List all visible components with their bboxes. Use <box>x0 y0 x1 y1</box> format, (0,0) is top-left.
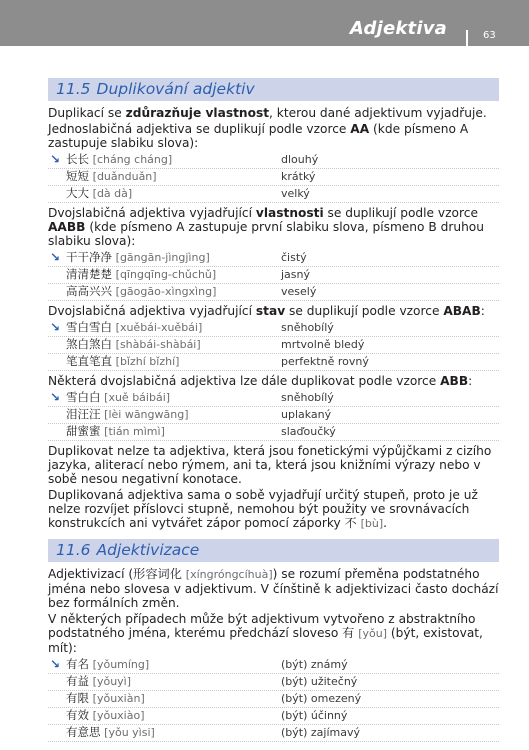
text-span: : <box>480 304 485 318</box>
meaning: (být) známý <box>281 658 348 671</box>
pattern-bold: AA <box>350 122 370 136</box>
text-span: Dvojslabičná adjektiva vyjadřující <box>48 206 256 220</box>
vocab-row <box>48 267 499 284</box>
hanzi: 煞白煞白 <box>66 337 112 351</box>
vocab-row <box>48 691 499 708</box>
meaning: uplakaný <box>281 408 332 421</box>
section-title: Adjektivizace <box>96 541 200 559</box>
text-span: Duplikovaná adjektiva sama o sobě vyjadřují určitý stupeň, proto je už nelze rozvíjet příslovci stupně, nemohou být použity ve srovnávacích konstrukcích ani vytvářet zápor pomocí záporky <box>48 488 478 530</box>
section-heading <box>48 78 499 101</box>
vocab-row <box>48 725 499 742</box>
vocab-row <box>48 284 499 301</box>
vocab-word <box>66 152 172 167</box>
meaning: sněhobílý <box>281 321 334 334</box>
rule-paragraph <box>48 206 499 248</box>
text-span: Některá dvojslabičná adjektiva lze dále duplikovat podle vzorce <box>48 374 441 388</box>
chapter-title: Adjektiva <box>349 18 447 39</box>
vocab-word <box>66 169 157 184</box>
hanzi: 有意思 <box>66 725 101 739</box>
hanzi: 雪白雪白 <box>66 320 112 334</box>
hanzi: 有效 <box>66 708 89 722</box>
vocab-word <box>66 674 131 689</box>
meaning: (být) užitečný <box>281 675 358 688</box>
pinyin: [yǒuyì] <box>92 675 132 688</box>
text-span: (být, existovat, mít): <box>48 626 483 655</box>
rule-paragraph <box>48 374 499 388</box>
meaning: dlouhý <box>281 153 319 166</box>
vocab-list <box>48 152 499 203</box>
pinyin: [cháng cháng] <box>92 153 173 166</box>
vocab-word <box>66 284 216 299</box>
vocab-list <box>48 250 499 301</box>
text-span: (kde písmeno A zastupuje slabiku slova): <box>48 122 469 150</box>
closing-paragraph <box>48 488 499 531</box>
header-bar <box>0 0 529 46</box>
arrow-icon: ↘ <box>50 657 61 671</box>
text-span: Jednoslabičná adjektiva se duplikují podle vzorce <box>48 122 351 136</box>
text-span: V některých případech může být adjektivum vytvořeno z abstraktního podstatného jména, kterému předchází sloveso <box>48 612 476 640</box>
vocab-row <box>48 674 499 691</box>
hanzi: 大大 <box>66 186 89 200</box>
text-span: ) se rozumí přeměna podstatného jména nebo slovesa v adjektivum. V čínštině k adjektivizaci často dochází bez formálních změn. <box>48 567 499 610</box>
pattern-bold: AABB <box>48 220 86 234</box>
vocab-list <box>48 320 499 371</box>
pinyin: [xíngróngcíhuà] <box>185 568 273 581</box>
pinyin: [bǐzhí bǐzhí] <box>115 355 180 368</box>
text-span: se duplikují podle vzorce <box>323 206 478 220</box>
vocab-word <box>66 186 132 201</box>
vocab-word <box>66 725 155 740</box>
hanzi: 有 <box>342 626 355 640</box>
vocab-list <box>48 657 499 742</box>
pinyin: [lèi wāngwāng] <box>104 408 189 421</box>
meaning: perfektně rovný <box>281 355 369 368</box>
vocab-row <box>48 424 499 441</box>
vocab-row <box>48 354 499 371</box>
text-span: Adjektivizací ( <box>48 567 134 581</box>
pinyin: [yǒumíng] <box>92 658 150 671</box>
meaning: velký <box>281 187 310 200</box>
hanzi: 有名 <box>66 657 89 671</box>
hanzi: 短短 <box>66 169 89 183</box>
rule-paragraph <box>48 612 499 655</box>
intro-paragraph <box>48 106 499 120</box>
meaning: (být) účinný <box>281 709 348 722</box>
vocab-row <box>48 390 499 407</box>
hanzi: 雪白白 <box>66 390 101 404</box>
hanzi: 有益 <box>66 674 89 688</box>
pinyin: [bù] <box>360 517 384 530</box>
meaning: slaďoučký <box>281 425 336 438</box>
vocab-word <box>66 337 201 352</box>
page-content <box>48 78 499 745</box>
vocab-word <box>66 708 145 723</box>
text-span: (kde písmeno A zastupuje první slabiku slova, písmeno B druhou slabiku slova): <box>48 220 484 248</box>
pattern-bold: ABAB <box>443 304 481 318</box>
meaning: mrtvolně bledý <box>281 338 365 351</box>
pinyin: [gāngān-jìngjìng] <box>115 251 210 264</box>
vocab-word <box>66 390 170 405</box>
pinyin: [yǒuxiào] <box>92 709 145 722</box>
section-number: 11.5 <box>56 80 91 98</box>
arrow-icon: ↘ <box>50 152 61 166</box>
bold-term: zdůrazňuje vlastnost <box>125 106 270 120</box>
pinyin: [xuě báibái] <box>104 391 171 404</box>
hanzi: 干干净净 <box>66 250 112 264</box>
hanzi: 笔直笔直 <box>66 354 112 368</box>
hanzi: 有限 <box>66 691 89 705</box>
vocab-row <box>48 169 499 186</box>
meaning: sněhobílý <box>281 391 334 404</box>
text-span: Duplikací se <box>48 106 126 120</box>
hanzi: 甜蜜蜜 <box>66 424 101 438</box>
section-heading <box>48 539 499 562</box>
rule-paragraph <box>48 122 499 150</box>
pinyin: [tián mìmì] <box>104 425 165 438</box>
arrow-icon: ↘ <box>50 320 61 334</box>
bold-term: vlastnosti <box>255 206 324 220</box>
vocab-row <box>48 250 499 267</box>
rule-paragraph <box>48 304 499 318</box>
text-span: . <box>383 516 388 530</box>
header-divider <box>466 30 468 47</box>
vocab-list <box>48 390 499 441</box>
meaning: krátký <box>281 170 316 183</box>
section-number: 11.6 <box>56 541 91 559</box>
text-span: , kterou dané adjektivum vyjadřuje. <box>269 106 487 120</box>
section-title: Duplikování adjektiv <box>96 80 255 98</box>
pinyin: [duǎnduǎn] <box>92 170 157 183</box>
hanzi: 不 <box>344 516 357 530</box>
vocab-row <box>48 320 499 337</box>
vocab-word <box>66 424 165 439</box>
text-span: Dvojslabičná adjektiva vyjadřující <box>48 304 256 318</box>
hanzi: 清清楚楚 <box>66 267 112 281</box>
pinyin: [gāogāo-xìngxìng] <box>115 285 217 298</box>
closing-paragraph: Duplikovat nelze ta adjektiva, která jsou fonetickými výpůjčkami z cizího jazyka, aliterací nebo rýmem, ani ta, která jsou knižními výrazy nebo v sobě nesou negativní konotace. <box>48 444 492 486</box>
hanzi: 泪汪汪 <box>66 407 101 421</box>
text-span: : <box>468 374 473 388</box>
meaning: jasný <box>281 268 311 281</box>
vocab-word <box>66 657 149 672</box>
vocab-row <box>48 657 499 674</box>
hanzi: 长长 <box>66 152 89 166</box>
meaning: veselý <box>281 285 317 298</box>
vocab-row <box>48 152 499 169</box>
hanzi: 形容词化 <box>133 567 182 581</box>
pinyin: [yǒu] <box>358 627 388 640</box>
hanzi: 高高兴兴 <box>66 284 112 298</box>
vocab-word <box>66 267 216 282</box>
arrow-icon: ↘ <box>50 250 61 264</box>
definition-paragraph <box>48 567 499 610</box>
vocab-row <box>48 708 499 725</box>
vocab-row <box>48 337 499 354</box>
pinyin: [yǒu yìsi] <box>104 726 155 739</box>
pinyin: [yǒuxiàn] <box>92 692 145 705</box>
pattern-bold: ABB <box>440 374 469 388</box>
pinyin: [xuěbái-xuěbái] <box>115 321 203 334</box>
meaning: (být) omezený <box>281 692 362 705</box>
vocab-row <box>48 407 499 424</box>
vocab-word <box>66 354 179 369</box>
text-span: se duplikují podle vzorce <box>285 304 444 318</box>
vocab-word <box>66 407 189 422</box>
vocab-word <box>66 250 210 265</box>
pinyin: [shàbái-shàbái] <box>115 338 201 351</box>
pinyin: [qīngqīng-chǔchǔ] <box>115 268 217 281</box>
arrow-icon: ↘ <box>50 390 61 404</box>
page-number: 63 <box>483 30 496 41</box>
vocab-word <box>66 691 145 706</box>
vocab-row <box>48 186 499 203</box>
vocab-word <box>66 320 202 335</box>
meaning: čistý <box>281 251 307 264</box>
pinyin: [dà dà] <box>92 187 133 200</box>
bold-term: stav <box>255 304 286 318</box>
meaning: (být) zajímavý <box>281 726 360 739</box>
